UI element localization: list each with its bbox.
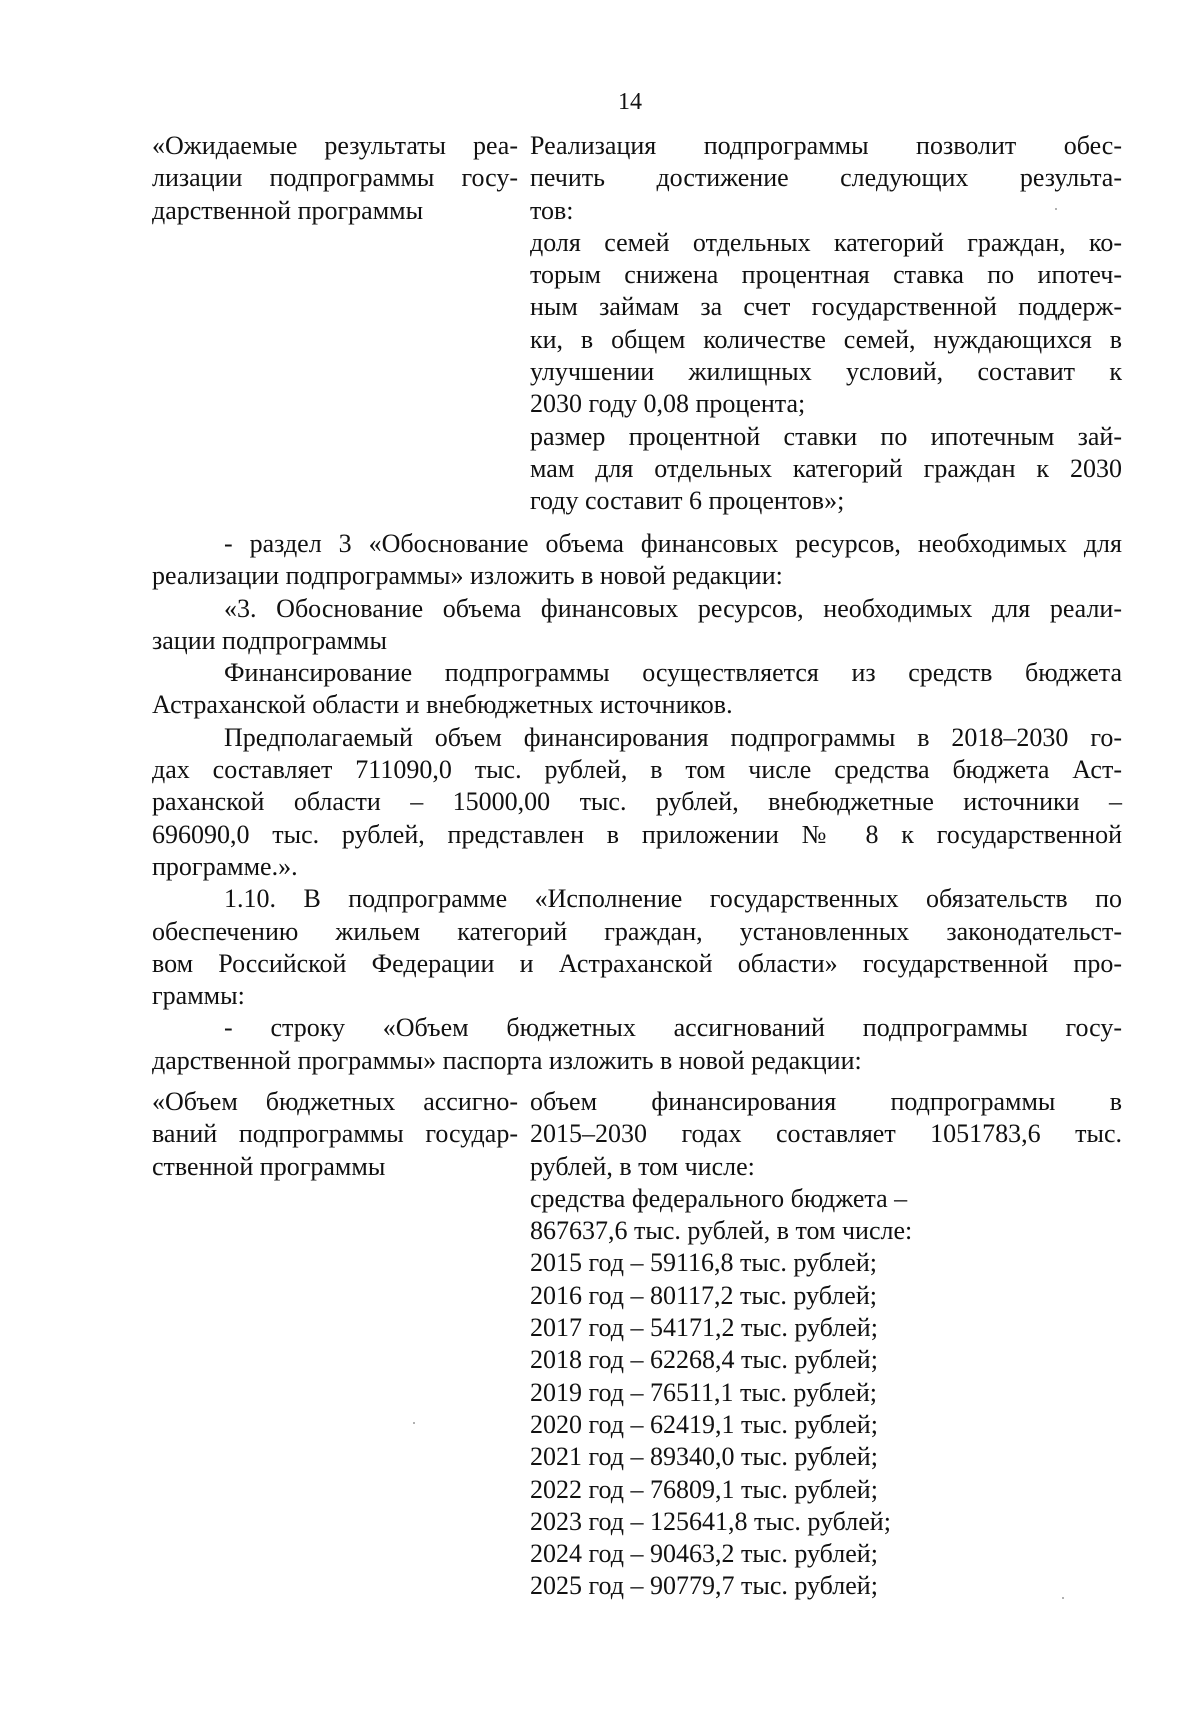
- year-amount-line: 2025 год – 90779,7 тыс. рублей;: [530, 1571, 878, 1601]
- body-text: [152, 528, 1122, 1077]
- text-line: рублей, в том числе:: [530, 1151, 755, 1181]
- text-line: дарственной программы: [152, 195, 424, 225]
- scan-speck: [1055, 208, 1057, 210]
- expected-results-label: [152, 130, 530, 518]
- text-line: торым снижена процентная ставка по ипотеч-: [530, 260, 1122, 290]
- text-line: раханской области – 15000,00 тыс. рублей, внебюджетные источники –: [152, 787, 1122, 817]
- text-line: средства федерального бюджета –: [530, 1183, 908, 1213]
- scan-speck: [413, 1422, 415, 1424]
- page-number: 14: [618, 89, 642, 115]
- paragraph: [152, 657, 1122, 722]
- text-line: ственной программы: [152, 1151, 386, 1181]
- text-line: лизации подпрограммы госу-: [152, 163, 518, 193]
- text-line: доля семей отдельных категорий граждан, ко-: [530, 227, 1122, 257]
- text-line: обеспечению жильем категорий граждан, установленных законодательст-: [152, 916, 1122, 946]
- text-line: зации подпрограммы: [152, 625, 387, 655]
- budget-block: [152, 1086, 1122, 1603]
- text-line: году составит 6 процентов»;: [530, 486, 845, 516]
- text-line: тов:: [530, 195, 574, 225]
- text-line: ваний подпрограммы государ-: [152, 1119, 518, 1149]
- text-line: 2030 году 0,08 процента;: [530, 389, 806, 419]
- budget-content: [530, 1086, 1122, 1603]
- paragraph: [152, 1012, 1122, 1077]
- year-amount-line: 2017 год – 54171,2 тыс. рублей;: [530, 1313, 878, 1343]
- year-amount-line: 2023 год – 125641,8 тыс. рублей;: [530, 1506, 891, 1536]
- year-amount-line: 2015 год – 59116,8 тыс. рублей;: [530, 1248, 877, 1278]
- text-line: дах составляет 711090,0 тыс. рублей, в том числе средства бюджета Аст-: [152, 755, 1122, 785]
- expected-results-content: [530, 130, 1122, 518]
- text-line: программе.».: [152, 851, 298, 881]
- text-line: дарственной программы» паспорта изложить в новой редакции:: [152, 1045, 862, 1075]
- text-line: реализации подпрограммы» изложить в новой редакции:: [152, 561, 783, 591]
- text-line: улучшении жилищных условий, составит к: [530, 357, 1122, 387]
- paragraph: [152, 593, 1122, 658]
- text-line: ки, в общем количестве семей, нуждающихся в: [530, 324, 1122, 354]
- text-line: 696090,0 тыс. рублей, представлен в приложении № 8 к государственной: [152, 819, 1122, 849]
- text-line: «Объем бюджетных ассигно-: [152, 1087, 518, 1116]
- text-line: 2015–2030 годах составляет 1051783,6 тыс.: [530, 1119, 1122, 1149]
- year-amount-line: 2019 год – 76511,1 тыс. рублей;: [530, 1377, 877, 1407]
- text-line: «Ожидаемые результаты реа-: [152, 131, 518, 160]
- text-line: 1.10. В подпрограмме «Исполнение государственных обязательств по: [224, 884, 1122, 914]
- text-line: - строку «Объем бюджетных ассигнований подпрограммы госу-: [224, 1013, 1122, 1043]
- text-line: ным займам за счет государственной поддерж-: [530, 292, 1122, 322]
- text-line: Астраханской области и внебюджетных источников.: [152, 690, 733, 720]
- paragraph: [152, 883, 1122, 1012]
- scan-speck: [1062, 1597, 1064, 1599]
- text-line: Финансирование подпрограммы осуществляется из средств бюджета: [224, 658, 1122, 688]
- year-amount-line: 2018 год – 62268,4 тыс. рублей;: [530, 1345, 878, 1375]
- text-line: «3. Обоснование объема финансовых ресурсов, необходимых для реали-: [224, 593, 1122, 623]
- text-line: объем финансирования подпрограммы в: [530, 1087, 1122, 1116]
- expected-results-block: [152, 130, 1122, 518]
- year-amount-line: 2016 год – 80117,2 тыс. рублей;: [530, 1280, 877, 1310]
- text-line: вом Российской Федерации и Астраханской области» государственной про-: [152, 948, 1122, 978]
- budget-label: [152, 1086, 530, 1603]
- text-line: - раздел 3 «Обоснование объема финансовых ресурсов, необходимых для: [224, 529, 1122, 558]
- text-line: Предполагаемый объем финансирования подпрограммы в 2018–2030 го-: [224, 722, 1122, 752]
- year-amount-line: 2024 год – 90463,2 тыс. рублей;: [530, 1539, 878, 1569]
- year-amount-line: 2021 год – 89340,0 тыс. рублей;: [530, 1442, 878, 1472]
- text-line: размер процентной ставки по ипотечным зай-: [530, 421, 1122, 451]
- text-line: печить достижение следующих результа-: [530, 163, 1122, 193]
- text-line: мам для отдельных категорий граждан к 2030: [530, 453, 1122, 483]
- text-line: граммы:: [152, 981, 245, 1011]
- paragraph: [152, 528, 1122, 593]
- text-line: 867637,6 тыс. рублей, в том числе:: [530, 1216, 913, 1246]
- paragraph: [152, 722, 1122, 883]
- year-amount-line: 2022 год – 76809,1 тыс. рублей;: [530, 1474, 878, 1504]
- year-amount-line: 2020 год – 62419,1 тыс. рублей;: [530, 1409, 878, 1439]
- text-line: Реализация подпрограммы позволит обес-: [530, 131, 1122, 160]
